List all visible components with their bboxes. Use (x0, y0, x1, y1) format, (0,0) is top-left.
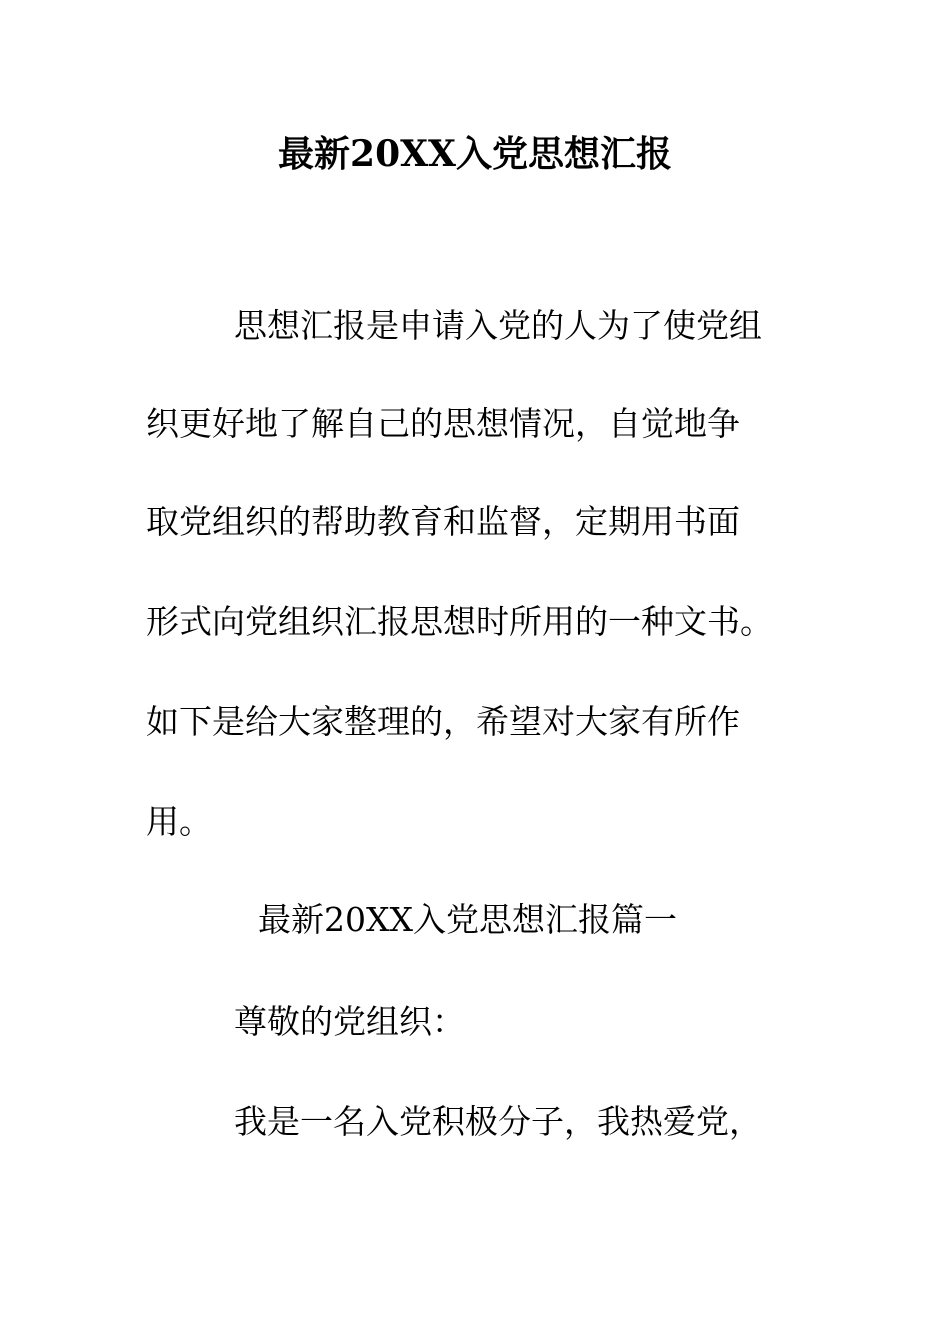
section-heading: 最新20XX入党思想汇报篇一 (258, 900, 677, 939)
intro-line-2: 织更好地了解自己的思想情况，自觉地争 (146, 404, 740, 443)
intro-line-1: 思想汇报是申请入党的人为了使党组 (234, 306, 762, 345)
intro-line-4: 形式向党组织汇报思想时所用的一种文书。 (146, 602, 773, 641)
salutation: 尊敬的党组织： (234, 1002, 465, 1041)
intro-line-5: 如下是给大家整理的，希望对大家有所作 (146, 702, 740, 741)
intro-line-3: 取党组织的帮助教育和监督，定期用书面 (146, 502, 740, 541)
intro-line-6: 用。 (146, 802, 212, 841)
document-title: 最新20XX入党思想汇报 (278, 133, 672, 175)
body-paragraph-line: 我是一名入党积极分子，我热爱党， (234, 1102, 762, 1141)
